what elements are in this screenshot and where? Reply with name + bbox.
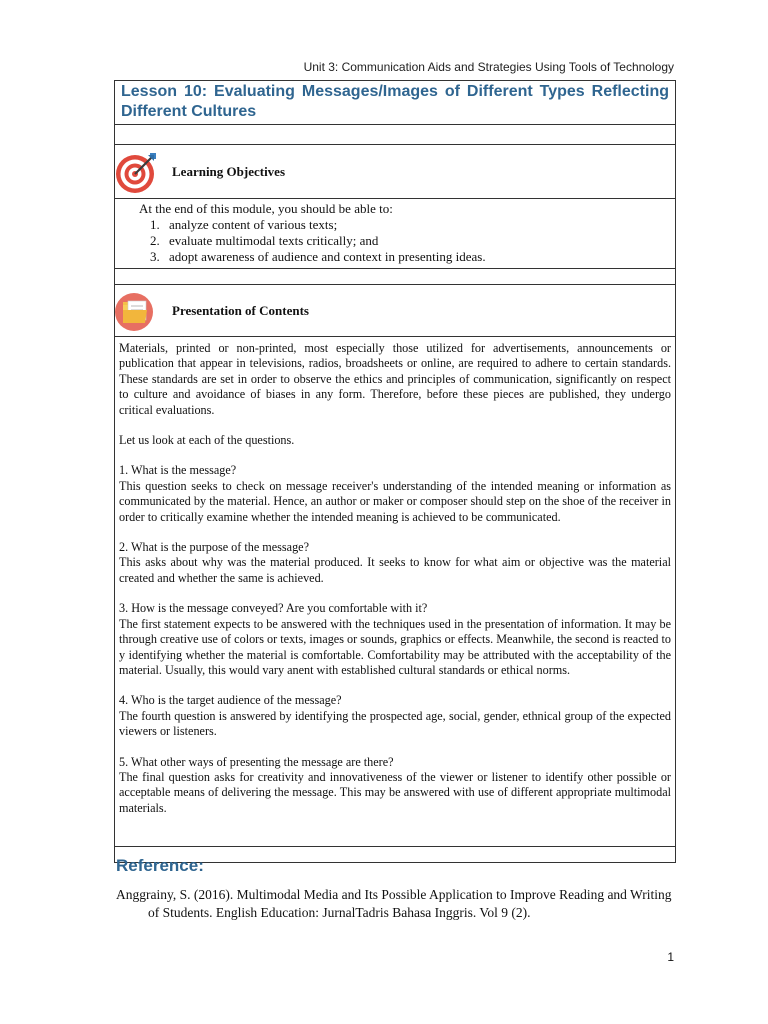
question-answer: The fourth question is answered by identifying the prospected age, social, gender, ethnical group of the expected viewers or listeners. xyxy=(119,708,671,739)
folder-icon xyxy=(114,288,160,334)
reference-heading: Reference: xyxy=(116,856,204,875)
question-block xyxy=(119,540,671,586)
question-answer: The final question asks for creativity and innovativeness of the viewer or listener to identify other possible or acceptable means of delivering the message. This may be answered with use of different appropriate multimodal materials. xyxy=(119,769,671,815)
question-block xyxy=(119,693,671,739)
presentation-body xyxy=(115,337,675,847)
objectives-heading-row xyxy=(115,145,675,199)
objectives-body xyxy=(115,199,675,269)
target-icon xyxy=(114,149,160,195)
question-answer: This asks about why was the material produced. It seeks to know for what aim or objective was the material created and whether the same is achieved. xyxy=(119,555,671,585)
lesson-title: Lesson 10: Evaluating Messages/Images of Different Types Reflecting Different Cultures xyxy=(121,83,669,120)
objective-item: 2. evaluate multimodal texts critically; and xyxy=(163,233,675,249)
lesson-frame xyxy=(114,80,676,863)
objectives-intro: At the end of this module, you should be able to: xyxy=(139,201,393,216)
objectives-list xyxy=(139,217,675,265)
question-title: 4. Who is the target audience of the message? xyxy=(119,693,342,708)
spacer-row xyxy=(115,125,675,145)
question-block xyxy=(119,601,671,678)
presentation-heading-row xyxy=(115,285,675,337)
unit-header: Unit 3: Communication Aids and Strategies Using Tools of Technology xyxy=(303,60,674,74)
question-title: 1. What is the message? xyxy=(119,463,237,478)
reference-citation: Anggrainy, S. (2016). Multimodal Media and Its Possible Application to Improve Reading and Writing of Students. English Education: JurnalTadris Bahasa Inggris. Vol 9 (2). xyxy=(116,887,672,920)
presentation-lead: Let us look at each of the questions. xyxy=(119,433,295,448)
question-title: 3. How is the message conveyed? Are you comfortable with it? xyxy=(119,601,428,616)
question-block xyxy=(119,463,671,525)
question-block xyxy=(119,755,671,817)
presentation-intro: Materials, printed or non-printed, most especially those utilized for advertisements, announcements or publication that appear in televisions, radios, broadsheets or online, are required to adhere to certain standards. These standards are set in order to observe the ethics and principles of communication, significantly on respect to culture and avoidance of biases in any form. Therefore, before these pieces are published, they undergo critical evaluations. xyxy=(119,341,671,417)
objectives-heading: Learning Objectives xyxy=(172,163,286,179)
question-answer: This question seeks to check on message receiver's understanding of the intended meaning or information as communicated by the material. Hence, an author or maker or composer should step on the shoe of the receiver in order to critically examine whether the intended meaning is achieved to be communicated. xyxy=(119,478,671,524)
question-title: 5. What other ways of presenting the message are there? xyxy=(119,754,394,769)
objective-item: 1. analyze content of various texts; xyxy=(163,217,675,233)
presentation-heading: Presentation of Contents xyxy=(172,302,309,318)
question-answer: The first statement expects to be answered with the techniques used in the presentation of information. It may be through creative use of colors or texts, images or sounds, graphics or effects. Meanwhile, the second is reacted to y identifying whether the material is comfortable. Comfortability may be attributed with the acceptability of the material. Usually, this would vary anent with established cultural standards or ethical norms. xyxy=(119,616,671,677)
lesson-title-row xyxy=(115,81,675,125)
page-number: 1 xyxy=(667,950,674,964)
question-title: 2. What is the purpose of the message? xyxy=(119,540,309,555)
objective-item: 3. adopt awareness of audience and context in presenting ideas. xyxy=(163,249,675,265)
spacer-row xyxy=(115,269,675,285)
